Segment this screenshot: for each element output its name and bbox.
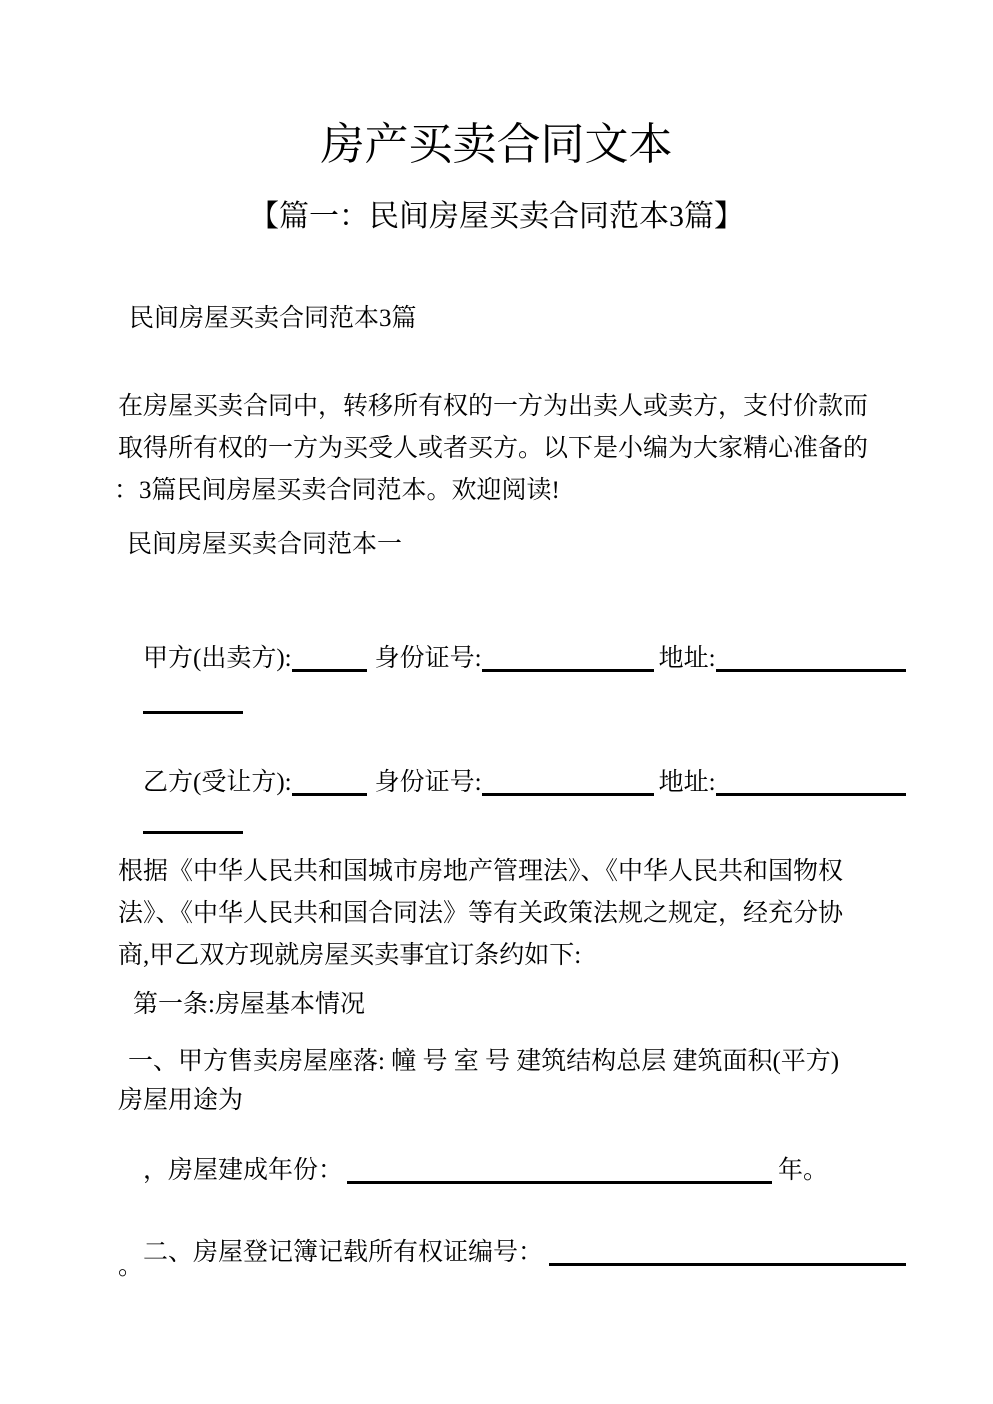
- legal-basis-line2: 法》、《中华人民共和国合同法》等有关政策法规之规定，经充分协: [118, 900, 844, 927]
- item-one-line2: 房屋用途为: [118, 1087, 244, 1114]
- item-two-line: [118, 1210, 906, 1296]
- legal-basis-line1: 根据《中华人民共和国城市房地产管理法》、《中华人民共和国物权: [118, 858, 844, 885]
- item-one-line3: [118, 1128, 828, 1214]
- item-two-trailing-period: 。: [118, 1253, 144, 1280]
- party-b-name-label: 乙方(受让方):: [143, 768, 292, 796]
- item-one-line1: 一、甲方售卖房屋座落: 幢 号 室 号 建筑结构总层 建筑面积(平方): [128, 1048, 840, 1075]
- document-title: 房产买卖合同文本: [320, 120, 673, 169]
- intro-paragraph-line3: ：3篇民间房屋买卖合同范本。欢迎阅读!: [114, 477, 560, 504]
- party-b-id-blank: [482, 792, 654, 796]
- intro-heading: 民间房屋买卖合同范本3篇: [129, 305, 417, 332]
- party-b-addr-blank: [716, 792, 906, 796]
- party-a-name-label: 甲方(出卖方):: [143, 644, 292, 672]
- party-b-name-blank: [292, 792, 367, 796]
- sample-one-heading: 民间房屋买卖合同范本一: [127, 531, 403, 558]
- cert-number-blank: [549, 1262, 906, 1266]
- party-b-addr-blank-continuation: [143, 830, 243, 834]
- party-b-id-label: 身份证号:: [374, 768, 482, 796]
- party-b-addr-label: 地址:: [658, 768, 716, 796]
- party-a-addr-blank-continuation: [143, 710, 243, 714]
- party-a-addr-label: 地址:: [658, 644, 716, 672]
- intro-paragraph-line2: 取得所有权的一方为买受人或者买方。以下是小编为大家精心准备的: [118, 435, 869, 462]
- build-year-label: ，房屋建成年份：: [143, 1156, 344, 1184]
- legal-basis-line3: 商,甲乙双方现就房屋买卖事宜订条约如下:: [118, 942, 582, 969]
- intro-paragraph-line1: 在房屋买卖合同中，转移所有权的一方为出卖人或卖方，支付价款而: [118, 393, 869, 420]
- party-b-continuation-line: [118, 778, 243, 864]
- article-one-heading: 第一条:房屋基本情况: [133, 991, 365, 1018]
- party-a-addr-blank: [716, 668, 906, 672]
- build-year-suffix: 年。: [778, 1156, 829, 1184]
- build-year-blank: [347, 1180, 772, 1184]
- party-a-id-blank: [482, 668, 654, 672]
- section-subtitle: 【篇一：民间房屋买卖合同范本3篇】: [249, 200, 744, 233]
- cert-number-label: 二、房屋登记簿记载所有权证编号：: [143, 1238, 544, 1266]
- party-a-continuation-line: [118, 658, 243, 744]
- party-a-id-label: 身份证号:: [374, 644, 482, 672]
- party-a-name-blank: [292, 668, 367, 672]
